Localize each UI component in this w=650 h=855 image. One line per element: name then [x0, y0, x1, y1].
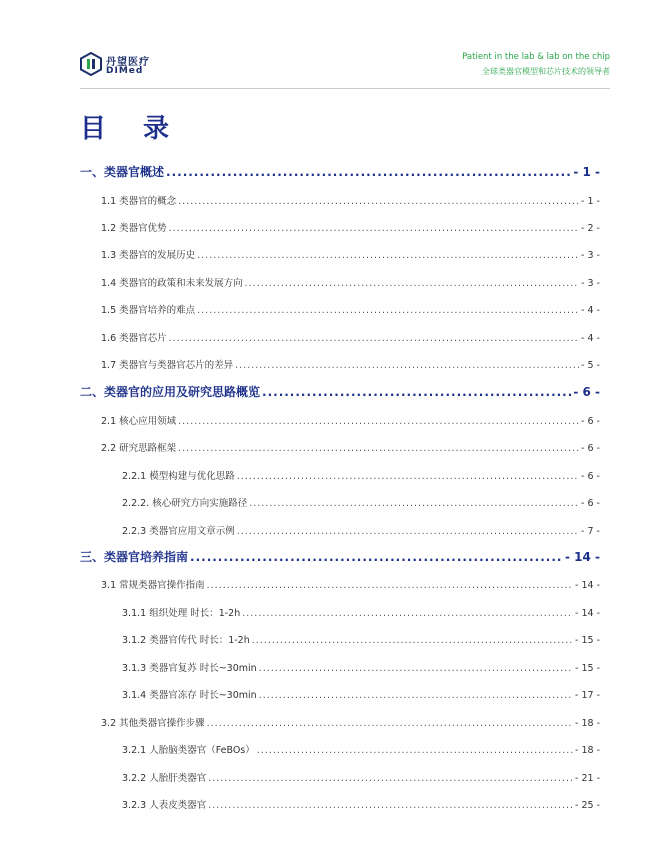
toc-entry-label: 三、类器官培养指南 — [80, 550, 189, 564]
toc-entry-page: - 18 - — [575, 745, 600, 756]
toc-leader — [207, 580, 573, 591]
toc-leader — [166, 165, 571, 179]
toc-entry-page: - 14 - — [564, 550, 600, 564]
toc-entry-page: - 1 - — [573, 165, 600, 179]
toc-leader — [235, 360, 579, 371]
toc-entry[interactable] — [122, 687, 600, 701]
toc-leader — [237, 471, 579, 482]
header-divider — [80, 88, 610, 89]
toc-entry-page: - 4 - — [581, 333, 600, 344]
toc-leader — [259, 690, 573, 701]
toc-entry[interactable] — [122, 495, 600, 509]
toc-entry-label: 3.2.3 人表皮类器官 — [122, 800, 207, 811]
toc-entry-page: - 4 - — [581, 305, 600, 316]
toc-entry-label: 1.5 类器官培养的难点 — [101, 305, 196, 316]
toc-entry-label: 2.2.1 模型构建与优化思路 — [122, 471, 235, 482]
toc-leader — [262, 385, 571, 399]
toc-leader — [252, 635, 573, 646]
toc-entry[interactable] — [122, 523, 600, 537]
toc-entry[interactable] — [101, 715, 600, 729]
toc-entry[interactable] — [122, 770, 600, 784]
toc-leader — [190, 550, 563, 564]
toc-leader — [259, 663, 573, 674]
toc-entry-label: 二、类器官的应用及研究思路概览 — [80, 385, 261, 399]
toc-entry-page: - 15 - — [575, 635, 600, 646]
toc-entry-page: - 6 - — [581, 498, 600, 509]
toc-entry[interactable] — [101, 275, 600, 289]
toc-entry-label: 3.1.4 类器官冻存 时长~30min — [122, 690, 257, 701]
toc-entry-label: 3.1 常规类器官操作指南 — [101, 580, 205, 591]
toc-entry[interactable] — [122, 742, 600, 756]
toc-leader — [178, 443, 579, 454]
toc-entry-page: - 14 - — [575, 580, 600, 591]
toc-leader — [178, 416, 579, 427]
toc-entry-label: 1.6 类器官芯片 — [101, 333, 167, 344]
toc-entry-label: 1.1 类器官的概念 — [101, 196, 177, 207]
toc-entry[interactable] — [101, 440, 600, 454]
toc-leader — [197, 250, 579, 261]
toc-entry-page: - 21 - — [575, 773, 600, 784]
toc-entry-page: - 18 - — [575, 718, 600, 729]
toc-entry[interactable] — [122, 797, 600, 811]
toc-leader — [249, 498, 579, 509]
toc-entry-page: - 3 - — [581, 278, 600, 289]
toc-leader — [207, 718, 573, 729]
toc-entry-page: - 3 - — [581, 250, 600, 261]
toc-leader — [237, 526, 579, 537]
toc-entry-page: - 5 - — [581, 360, 600, 371]
logo-text-cn: 丹望医疗 — [106, 57, 150, 68]
toc-entry-page: - 17 - — [575, 690, 600, 701]
toc-entry-label: 3.1.2 类器官传代 时长：1-2h — [122, 635, 250, 646]
toc-entry-label: 3.2 其他类器官操作步骤 — [101, 718, 205, 729]
toc-entry-page: - 7 - — [581, 526, 600, 537]
toc-entry[interactable] — [122, 660, 600, 674]
toc-entry-page: - 6 - — [581, 443, 600, 454]
toc-entry-page: - 6 - — [581, 471, 600, 482]
toc-entry-label: 3.1.1 组织处理 时长：1-2h — [122, 608, 241, 619]
toc-entry-label: 2.1 核心应用领域 — [101, 416, 177, 427]
toc-entry[interactable] — [101, 302, 600, 316]
toc-leader — [178, 196, 579, 207]
toc-entry[interactable] — [80, 383, 600, 400]
toc-leader — [242, 608, 573, 619]
toc-entry-page: - 6 - — [573, 385, 600, 399]
toc-entry[interactable] — [101, 193, 600, 207]
toc-entry-label: 1.4 类器官的政策和未来发展方向 — [101, 278, 243, 289]
logo-text-en: DIMed — [106, 66, 144, 76]
toc-leader — [197, 305, 579, 316]
toc-entry[interactable] — [101, 220, 600, 234]
toc-leader — [245, 278, 579, 289]
toc-entry[interactable] — [101, 330, 600, 344]
toc-entry-label: 3.2.1 人胎脑类器官（FeBOs） — [122, 745, 255, 756]
toc-entry-page: - 15 - — [575, 663, 600, 674]
toc-entry-label: 2.2.3 类器官应用文章示例 — [122, 526, 235, 537]
dimed-logo-icon — [80, 52, 102, 76]
toc-leader — [257, 745, 573, 756]
toc-leader — [169, 223, 579, 234]
toc-entry[interactable] — [101, 357, 600, 371]
toc-entry-label: 一、类器官概述 — [80, 165, 165, 179]
toc-entry-label: 2.2.2. 核心研究方向实施路径 — [122, 498, 248, 509]
toc-entry-page: - 2 - — [581, 223, 600, 234]
toc-entry-label: 3.2.2 人胎肝类器官 — [122, 773, 207, 784]
toc-entry-label: 1.2 类器官优势 — [101, 223, 167, 234]
toc-leader — [169, 333, 579, 344]
tagline-cn: 全球类器官模型和芯片技术的领导者 — [482, 67, 610, 76]
toc-entry-label: 3.1.3 类器官复苏 时长~30min — [122, 663, 257, 674]
page-header — [0, 0, 650, 90]
toc-entry[interactable] — [122, 632, 600, 646]
toc-entry[interactable] — [80, 548, 600, 565]
toc-entry[interactable] — [122, 468, 600, 482]
toc-entry[interactable] — [101, 413, 600, 427]
toc-entry[interactable] — [122, 605, 600, 619]
toc-leader — [208, 800, 573, 811]
toc-entry-label: 2.2 研究思路框架 — [101, 443, 177, 454]
toc-entry-page: - 25 - — [575, 800, 600, 811]
tagline-en: Patient in the lab & lab on the chip — [462, 52, 610, 62]
toc-entry[interactable] — [101, 247, 600, 261]
toc-entry-page: - 6 - — [581, 416, 600, 427]
toc-entry-page: - 1 - — [581, 196, 600, 207]
toc-entry-label: 1.3 类器官的发展历史 — [101, 250, 196, 261]
toc-leader — [208, 773, 573, 784]
page-title: 目 录 — [80, 114, 184, 144]
toc-entry[interactable] — [80, 163, 600, 180]
toc-entry-page: - 14 - — [575, 608, 600, 619]
toc-entry[interactable] — [101, 577, 600, 591]
toc-entry-label: 1.7 类器官与类器官芯片的差异 — [101, 360, 234, 371]
